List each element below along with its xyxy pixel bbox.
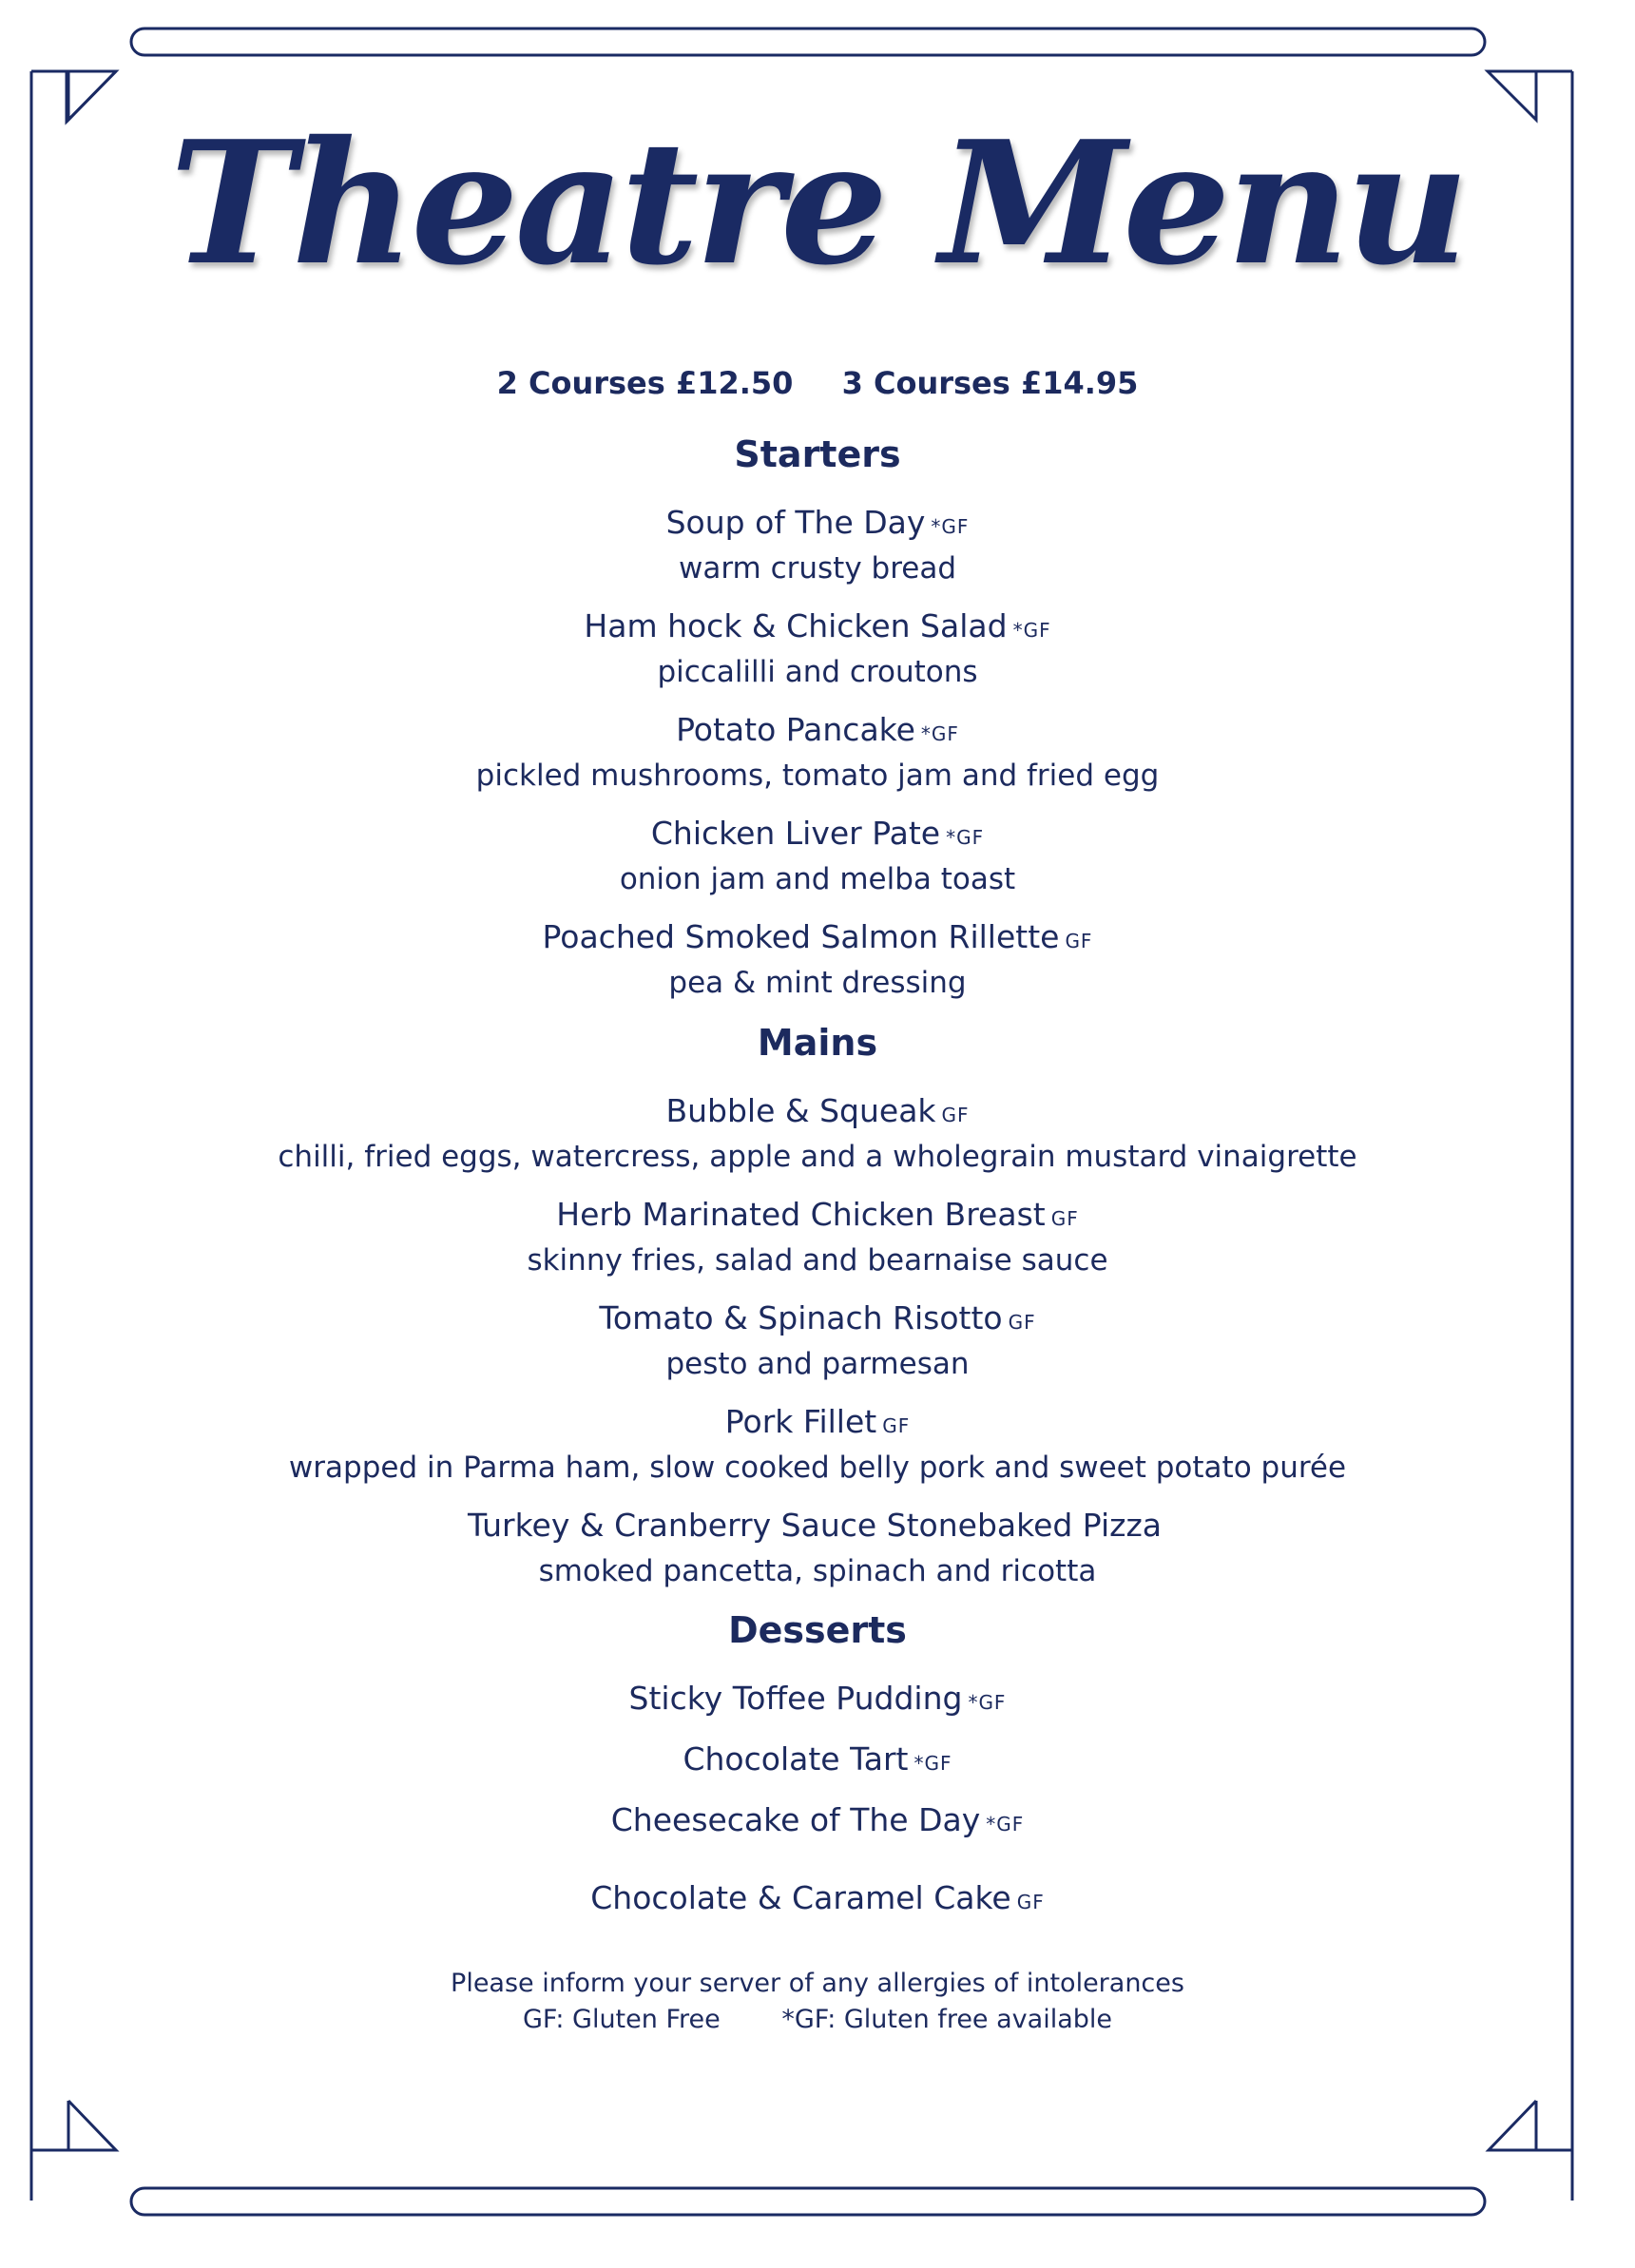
item-description: pesto and parmesan: [665, 1347, 970, 1381]
menu-item: [0, 502, 1635, 589]
price-line: [0, 365, 1635, 401]
item-name: Sticky Toffee Pudding: [628, 1680, 963, 1717]
menu-item: [0, 1739, 1635, 1784]
menu-item: [0, 1401, 1635, 1489]
item-description: smoked pancetta, spinach and ricotta: [538, 1554, 1097, 1588]
item-diet-tag: GF: [1065, 930, 1093, 952]
item-description: pickled mushrooms, tomato jam and fried egg: [475, 759, 1160, 793]
footer: [0, 1966, 1635, 2038]
item-diet-tag: *GF: [1012, 619, 1051, 642]
item-name: Bubble & Squeak: [665, 1092, 936, 1129]
item-diet-tag: GF: [882, 1414, 911, 1437]
price-two-courses: 2 Courses £12.50: [496, 365, 794, 401]
price-three-courses: 3 Courses £14.95: [841, 365, 1139, 401]
item-diet-tag: *GF: [946, 826, 985, 849]
item-name: Chicken Liver Pate: [650, 815, 941, 852]
item-name: Herb Marinated Chicken Breast: [556, 1196, 1046, 1233]
menu-item: [0, 709, 1635, 797]
menu-item: [0, 1297, 1635, 1385]
allergy-note: Please inform your server of any allergies of intolerances: [451, 1969, 1184, 1998]
item-description: onion jam and melba toast: [619, 862, 1016, 896]
item-diet-tag: GF: [1050, 1207, 1079, 1230]
menu-item: [0, 1799, 1635, 1845]
desserts-heading: Desserts: [728, 1609, 907, 1651]
item-description: chilli, fried eggs, watercress, apple and a wholegrain mustard vinaigrette: [278, 1140, 1357, 1174]
item-name: Tomato & Spinach Risotto: [599, 1299, 1003, 1336]
item-name: Cheesecake of The Day: [610, 1801, 981, 1838]
star-gf-legend-label: *GF: Gluten free available: [781, 2005, 1112, 2034]
item-name: Chocolate & Caramel Cake: [590, 1879, 1011, 1916]
item-name: Poached Smoked Salmon Rillette: [542, 918, 1060, 955]
gf-legend: [0, 2002, 1635, 2038]
item-diet-tag: *GF: [914, 1752, 952, 1775]
item-name: Chocolate Tart: [683, 1740, 909, 1778]
item-name: Potato Pancake: [676, 711, 915, 748]
item-description: warm crusty bread: [678, 551, 957, 586]
menu-item: [0, 605, 1635, 693]
item-name: Soup of The Day: [665, 504, 926, 541]
item-diet-tag: GF: [1008, 1311, 1036, 1334]
item-diet-tag: *GF: [986, 1813, 1025, 1836]
item-diet-tag: *GF: [931, 515, 970, 538]
item-diet-tag: GF: [941, 1104, 970, 1126]
menu-item: [0, 1194, 1635, 1281]
menu-item: [0, 1505, 1635, 1592]
item-diet-tag: *GF: [920, 722, 959, 745]
item-diet-tag: *GF: [968, 1691, 1007, 1714]
item-name: Ham hock & Chicken Salad: [584, 607, 1008, 644]
item-diet-tag: GF: [1016, 1891, 1045, 1913]
item-description: piccalilli and croutons: [657, 655, 978, 689]
item-description: pea & mint dressing: [668, 966, 967, 1000]
menu-item: [0, 1877, 1635, 1923]
item-name: Turkey & Cranberry Sauce Stonebaked Pizza: [467, 1507, 1163, 1544]
menu-item: [0, 1678, 1635, 1723]
item-description: skinny fries, salad and bearnaise sauce: [527, 1243, 1108, 1278]
starters-heading: Starters: [734, 433, 901, 475]
item-name: Pork Fillet: [724, 1403, 877, 1440]
menu-title: Theatre Menu: [169, 104, 1466, 302]
menu-item: [0, 1090, 1635, 1178]
gf-legend-label: GF: Gluten Free: [522, 2005, 721, 2034]
mains-heading: Mains: [757, 1022, 878, 1064]
menu-item: [0, 813, 1635, 900]
item-description: wrapped in Parma ham, slow cooked belly pork and sweet potato purée: [288, 1451, 1347, 1485]
menu-item: [0, 916, 1635, 1004]
